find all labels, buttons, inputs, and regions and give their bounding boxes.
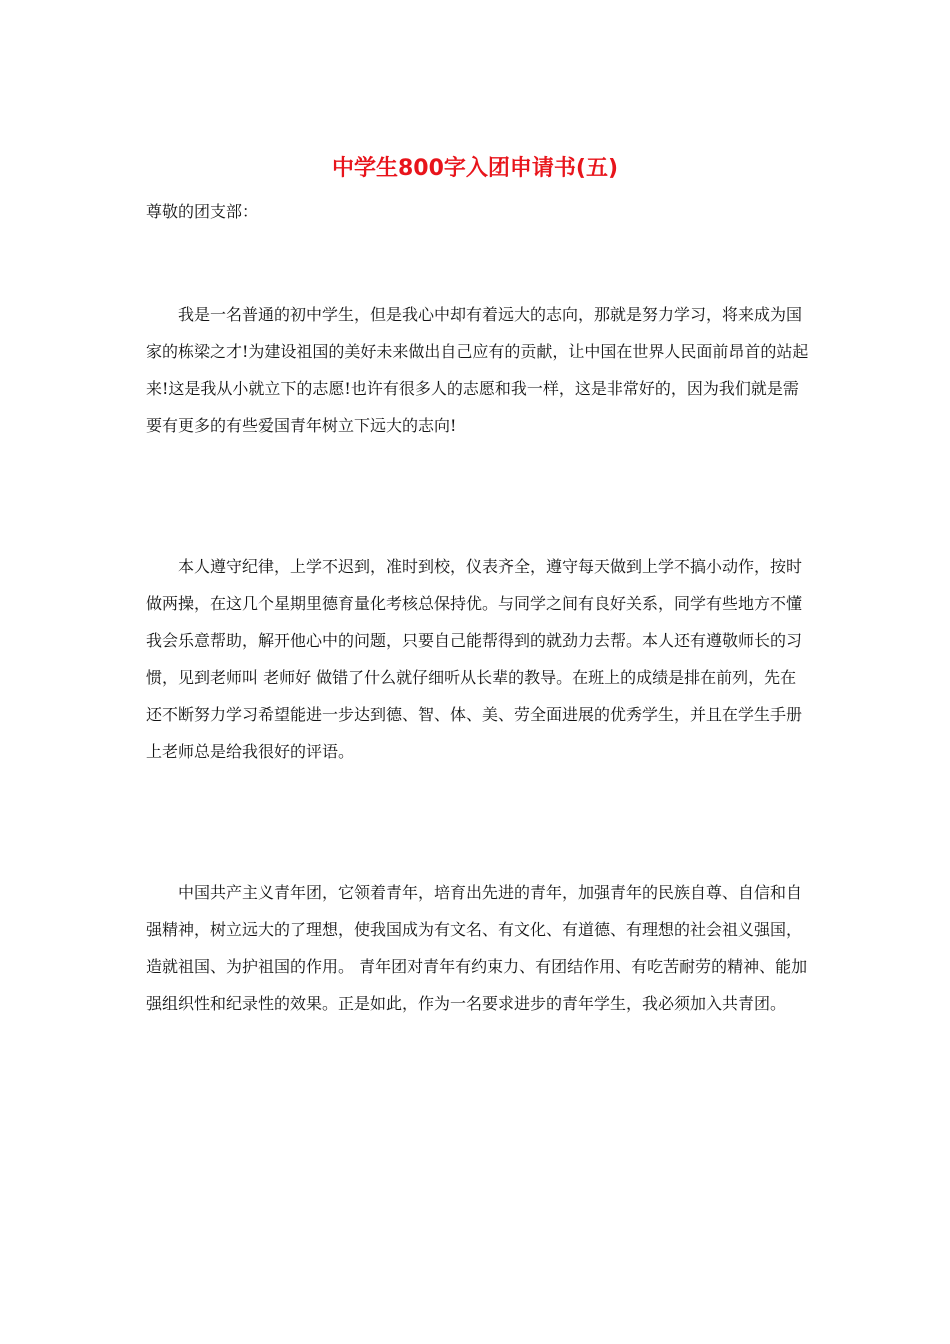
paragraph-3: 中国共产主义青年团，它领着青年，培育出先进的青年，加强青年的民族自尊、自信和自强精神，树立远大的了理想，使我国成为有文名、有文化、有道德、有理想的社会祖义强国，造就祖国、为护祖国的作用。 青年团对青年有约束力、有团结作用、有吃苦耐劳的精神、能加强组织性和纪录性的效果。正是如此，作为一名要求进步的青年学生，我必须加入共青团。	[146, 883, 808, 1013]
document-title: 中学生800字入团申请书(五)	[331, 156, 619, 181]
paragraph-1: 我是一名普通的初中学生，但是我心中却有着远大的志向，那就是努力学习，将来成为国家的栋梁之才!为建设祖国的美好未来做出自己应有的贡献，让中国在世界人民面前昂首的站起来!这是我从小就立下的志愿!也许有很多人的志愿和我一样，这是非常好的，因为我们就是需要有更多的有些爱国青年树立下远大的志向!	[146, 305, 809, 435]
paragraph-2: 本人遵守纪律，上学不迟到，准时到校，仪表齐全，遵守每天做到上学不搞小动作，按时做两操，在这几个星期里德育量化考核总保持优。与同学之间有良好关系，同学有些地方不懂我会乐意帮助，解开他心中的问题，只要自己能帮得到的就劲力去帮。本人还有遵敬师长的习惯，见到老师叫 老师好 做错了什么就仔细听从长辈的教导。在班上的成绩是排在前列，先在还不断努力学习希望能进一步达到德、智、体、美、劳全面进展的优秀学生，并且在学生手册上老师总是给我很好的评语。	[146, 557, 803, 761]
salutation: 尊敬的团支部：	[146, 202, 259, 221]
